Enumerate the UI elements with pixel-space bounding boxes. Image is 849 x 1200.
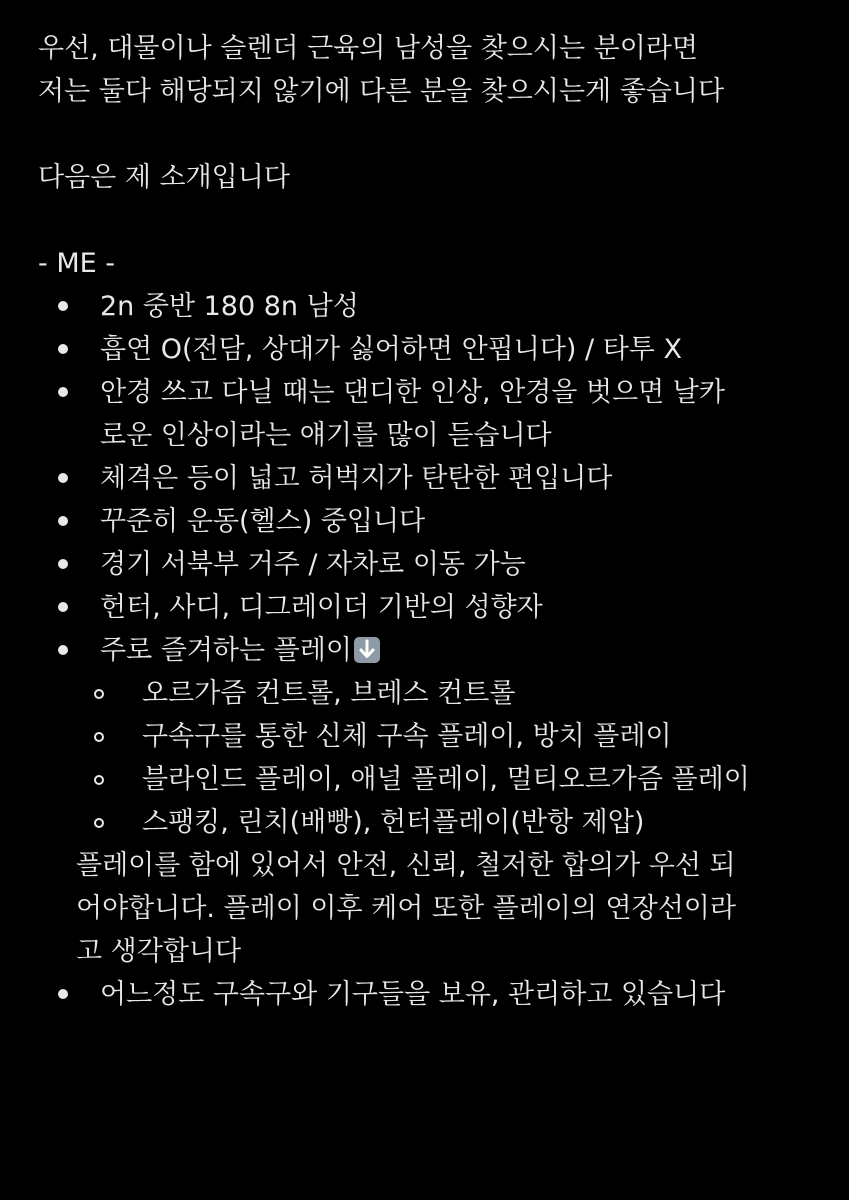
section-heading: - ME -	[38, 248, 116, 279]
bullet-dot-icon	[58, 473, 68, 483]
list-item	[38, 586, 828, 629]
bullet-circle-icon	[94, 732, 104, 742]
blank-line	[38, 199, 828, 242]
bullet-dot-icon	[58, 344, 68, 354]
sub-list-item-text: 블라인드 플레이, 애널 플레이, 멀티오르가즘 플레이	[142, 764, 750, 795]
bullet-circle-icon	[94, 775, 104, 785]
play-note-line: 플레이를 함에 있어서 안전, 신뢰, 철저한 합의가 우선 되	[76, 850, 736, 881]
list-item-text: 흡연 O(전담, 상대가 싫어하면 안핍니다) / 타투 X	[100, 334, 682, 365]
bullet-circle-icon	[94, 818, 104, 828]
list-item	[38, 457, 828, 500]
play-note-line: 어야합니다. 플레이 이후 케어 또한 플레이의 연장선이라	[76, 893, 736, 924]
list-item	[38, 543, 828, 586]
sub-list-item	[38, 801, 828, 844]
bullet-dot-icon	[58, 301, 68, 311]
list-item	[38, 328, 828, 371]
list-item-text: 주로 즐겨하는 플레이	[100, 635, 352, 666]
profile-list	[38, 285, 828, 1016]
list-item-text: 로운 인상이라는 얘기를 많이 듣습니다	[100, 420, 552, 451]
list-item	[38, 629, 828, 973]
list-item-text: 경기 서북부 거주 / 자차로 이동 가능	[100, 549, 526, 580]
sub-list-item-text: 스팽킹, 린치(배빵), 헌터플레이(반항 제압)	[142, 807, 645, 838]
sub-list-item	[38, 715, 828, 758]
sub-list-item-text: 오르가즘 컨트롤, 브레스 컨트롤	[142, 678, 516, 709]
play-list	[38, 672, 828, 844]
bullet-dot-icon	[58, 645, 68, 655]
intro-line-2: 저는 둘다 해당되지 않기에 다른 분을 찾으시는게 좋습니다	[38, 76, 725, 107]
intro-line-3: 다음은 제 소개입니다	[38, 162, 290, 193]
list-item	[38, 371, 828, 457]
bullet-dot-icon	[58, 516, 68, 526]
list-item-text: 꾸준히 운동(헬스) 중입니다	[100, 506, 426, 537]
bullet-dot-icon	[58, 989, 68, 999]
list-item	[38, 973, 828, 1016]
down-arrow-icon	[354, 637, 380, 663]
bullet-dot-icon	[58, 559, 68, 569]
play-note-line: 고 생각합니다	[76, 936, 242, 967]
list-item-text: 2n 중반 180 8n 남성	[100, 291, 359, 322]
sub-list-item	[38, 758, 828, 801]
sub-list-item-text: 구속구를 통한 신체 구속 플레이, 방치 플레이	[142, 721, 672, 752]
list-item	[38, 285, 828, 328]
list-item-text: 체격은 등이 넓고 허벅지가 탄탄한 편입니다	[100, 463, 613, 494]
list-item-text: 안경 쓰고 다닐 때는 댄디한 인상, 안경을 벗으면 날카	[100, 377, 725, 408]
blank-line	[38, 113, 828, 156]
document-body	[38, 27, 828, 1016]
list-item-text: 헌터, 사디, 디그레이더 기반의 성향자	[100, 592, 543, 623]
bullet-circle-icon	[94, 689, 104, 699]
sub-list-item	[38, 672, 828, 715]
list-item	[38, 500, 828, 543]
bullet-dot-icon	[58, 602, 68, 612]
intro-line-1: 우선, 대물이나 슬렌더 근육의 남성을 찾으시는 분이라면	[38, 33, 698, 64]
play-note	[38, 844, 828, 973]
list-item-text: 어느정도 구속구와 기구들을 보유, 관리하고 있습니다	[100, 979, 726, 1010]
bullet-dot-icon	[58, 387, 68, 397]
